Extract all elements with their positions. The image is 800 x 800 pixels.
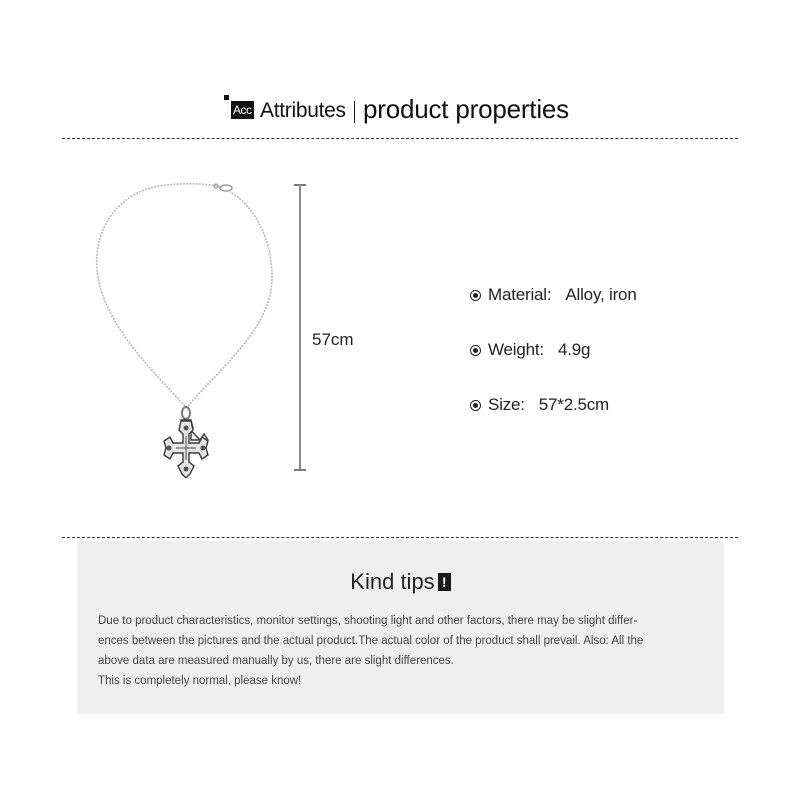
square-bullet-icon <box>224 95 229 100</box>
section-header <box>0 92 800 132</box>
tips-body <box>98 611 710 691</box>
measure-line <box>299 184 301 471</box>
product-image <box>90 178 280 478</box>
tips-line: Due to product characteristics, monitor settings, shooting light and other factors, there may be slight differ- <box>98 615 638 627</box>
measure-cap-bottom <box>294 469 306 471</box>
target-bullet-icon <box>470 290 481 301</box>
cross-pendant-necklace-image <box>90 178 280 478</box>
spec-value: 57*2.5cm <box>538 395 610 414</box>
tips-title-text: Kind tips <box>350 569 435 595</box>
spec-label: Size: <box>488 395 525 414</box>
dashed-divider-bottom <box>62 537 738 538</box>
spec-value: 4.9g <box>557 340 591 359</box>
target-bullet-icon <box>470 345 481 356</box>
kind-tips-panel <box>77 541 724 714</box>
spec-weight <box>470 338 590 362</box>
target-bullet-icon <box>470 400 481 411</box>
length-measure-bar <box>294 184 306 471</box>
tips-line: ences between the pictures and the actual product.The actual color of the product shall prevail. Also: All the <box>98 635 644 647</box>
spec-label: Weight: <box>488 340 544 359</box>
acc-badge: Acc <box>233 103 252 117</box>
header-divider <box>354 101 355 123</box>
spec-value: Alloy, iron <box>565 285 637 304</box>
spec-label: Material: <box>488 285 552 304</box>
attributes-label: Attributes <box>260 99 346 122</box>
length-label: 57cm <box>312 330 354 349</box>
tips-line: This is completely normal, please know! <box>98 675 302 687</box>
spec-material <box>470 283 637 307</box>
exclamation-icon: ! <box>438 573 451 591</box>
spec-size <box>470 393 609 417</box>
tips-line: above data are measured manually by us, there are slight differences. <box>98 655 454 667</box>
tips-title <box>77 566 724 597</box>
dashed-divider-top <box>62 138 738 139</box>
page-title: product properties <box>363 94 569 124</box>
